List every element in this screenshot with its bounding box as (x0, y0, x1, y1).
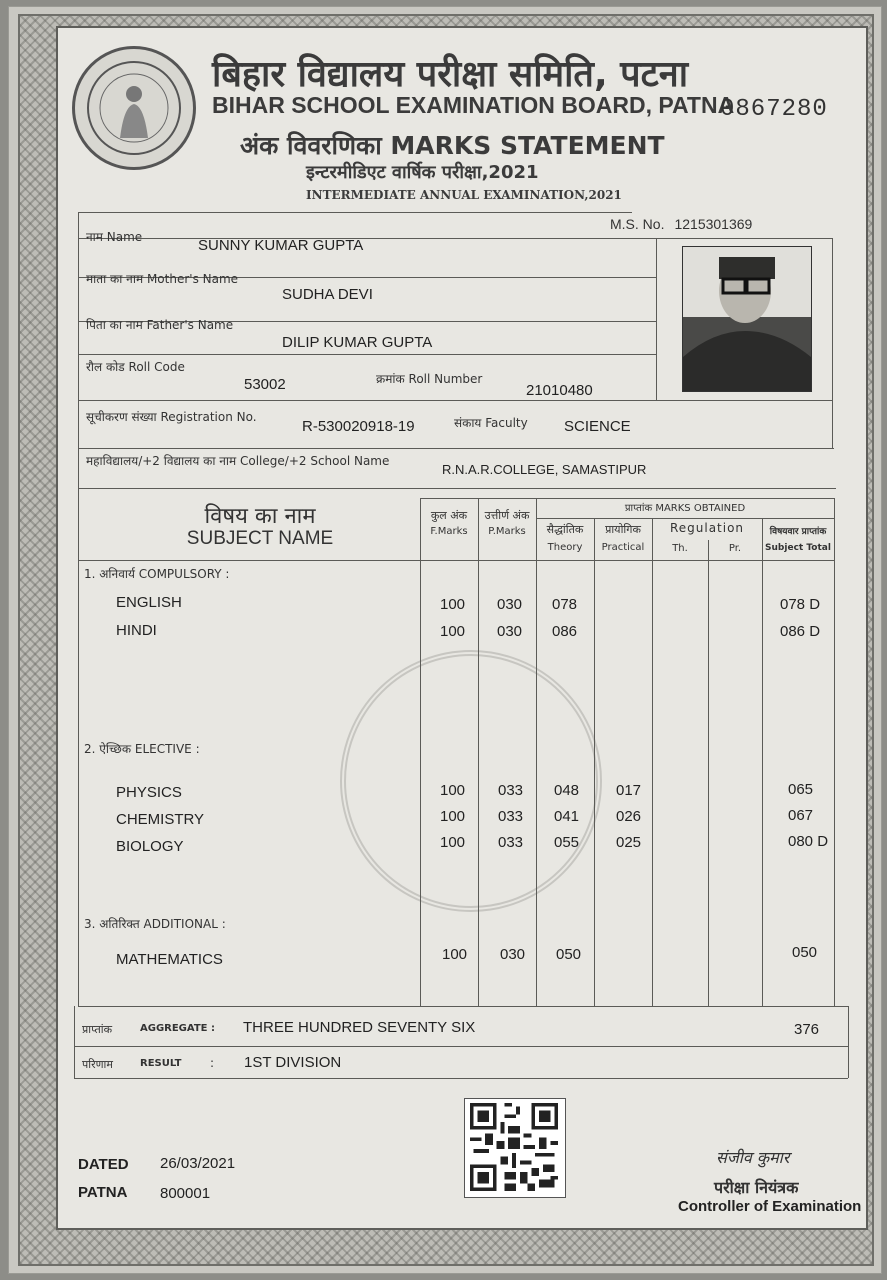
theory-marks: 086 (552, 623, 578, 640)
signatory-title-hindi: परीक्षा नियंत्रक (714, 1178, 799, 1197)
roll-number-label: क्रमांक Roll Number (376, 372, 483, 386)
theory-marks: 041 (554, 808, 580, 825)
father-name: DILIP KUMAR GUPTA (282, 334, 433, 351)
full-marks: 100 (442, 946, 468, 963)
rule (536, 498, 537, 1006)
pmarks-header-hindi: उत्तीर्ण अंक (484, 509, 530, 522)
rule (74, 1006, 75, 1078)
board-name-english: BIHAR SCHOOL EXAMINATION BOARD, PATNA (212, 92, 735, 118)
full-marks: 100 (440, 596, 466, 613)
full-marks: 100 (440, 808, 466, 825)
regulation-theory-header: Th. (672, 543, 688, 554)
subject-name: HINDI (116, 622, 157, 639)
pass-marks: 030 (500, 946, 526, 963)
rule (78, 400, 832, 401)
rule (78, 488, 836, 489)
roll-number: 21010480 (526, 382, 593, 399)
dated-label: DATED (78, 1156, 129, 1173)
subject-total: 080 D (788, 833, 829, 850)
theory-header-hindi: सैद्धांतिक (546, 523, 584, 536)
rule (834, 498, 835, 1006)
practical-marks: 025 (616, 834, 642, 851)
subject-total: 078 D (780, 596, 821, 613)
subject-total: 065 (788, 781, 814, 798)
rule (478, 498, 479, 1006)
result-colon: : (210, 1056, 215, 1070)
rule (848, 1006, 849, 1078)
subject-total: 067 (788, 807, 814, 824)
practical-marks: 017 (616, 782, 642, 799)
theory-marks: 048 (554, 782, 580, 799)
name-label: नाम Name (86, 230, 143, 244)
result-label-hindi: परिणाम (82, 1058, 113, 1071)
father-name-label: पिता का नाम Father's Name (86, 318, 234, 332)
mother-name: SUDHA DEVI (282, 286, 373, 303)
pass-marks: 033 (498, 808, 524, 825)
marks-obtained-header: प्राप्तांक MARKS OBTAINED (624, 503, 746, 514)
section-additional-title: 3. अतिरिक्त ADDITIONAL : (84, 917, 226, 931)
registration-number: R-530020918-19 (302, 418, 415, 435)
result-label: RESULT (140, 1058, 182, 1069)
full-marks: 100 (440, 834, 466, 851)
exam-name-hindi: इन्टरमीडिएट वार्षिक परीक्षा,2021 (306, 162, 539, 183)
roll-code-label: रौल कोड Roll Code (86, 360, 185, 374)
place-label: PATNA (78, 1184, 128, 1201)
rule (762, 518, 763, 1006)
board-seal-emblem (72, 46, 196, 170)
fmarks-header: F.Marks (430, 526, 468, 537)
theory-header: Theory (547, 542, 583, 553)
rule (78, 212, 79, 1006)
rule (652, 518, 653, 1006)
section-elective-title: 2. ऐच्छिक ELECTIVE : (84, 742, 200, 756)
pass-marks: 033 (498, 782, 524, 799)
aggregate-label-hindi: प्राप्तांक (82, 1023, 113, 1036)
subject-name: ENGLISH (116, 594, 182, 611)
rule (78, 212, 632, 213)
serial-number: 0867280 (720, 96, 828, 123)
faculty: SCIENCE (564, 418, 631, 435)
fmarks-header-hindi: कुल अंक (430, 509, 468, 522)
college-name: R.N.A.R.COLLEGE, SAMASTIPUR (442, 462, 647, 477)
pass-marks: 030 (497, 596, 523, 613)
controller-signature: संजीव कुमार (716, 1148, 790, 1167)
rule (78, 354, 656, 355)
practical-header: Practical (601, 542, 645, 553)
rule (74, 1046, 848, 1047)
signatory-title: Controller of Examination (678, 1198, 862, 1215)
pass-marks: 033 (498, 834, 524, 851)
board-name-hindi: बिहार विद्यालय परीक्षा समिति, पटना (212, 54, 689, 95)
regulation-practical-header: Pr. (728, 543, 742, 554)
roll-code: 53002 (244, 376, 286, 393)
theory-marks: 055 (554, 834, 580, 851)
rule (78, 1006, 848, 1007)
rule (78, 238, 832, 239)
subject-name: MATHEMATICS (116, 951, 223, 968)
rule (78, 560, 834, 561)
regulation-header: Regulation (669, 521, 745, 535)
subject-header-hindi: विषय का नाम (204, 504, 316, 529)
rule (594, 518, 595, 1006)
registration-label: सूचीकरण संख्या Registration No. (86, 410, 257, 424)
student-name: SUNNY KUMAR GUPTA (198, 237, 364, 254)
full-marks: 100 (440, 782, 466, 799)
rule (708, 540, 709, 1006)
faculty-label: संकाय Faculty (454, 416, 528, 430)
subject-name: CHEMISTRY (116, 811, 205, 828)
subject-total-header-hindi: विषयवार प्राप्तांक (769, 527, 827, 537)
pass-marks: 030 (497, 623, 523, 640)
rule (656, 238, 657, 400)
practical-marks: 026 (616, 808, 642, 825)
full-marks: 100 (440, 623, 466, 640)
student-photo (682, 246, 812, 392)
subject-name: BIOLOGY (116, 838, 184, 855)
aggregate-in-words: THREE HUNDRED SEVENTY SIX (243, 1019, 476, 1036)
aggregate-label: AGGREGATE : (140, 1023, 215, 1034)
place-pincode: 800001 (160, 1185, 211, 1202)
ms-number (610, 216, 752, 232)
rule (536, 518, 834, 519)
verification-qr-code (464, 1098, 566, 1198)
theory-marks: 050 (556, 946, 582, 963)
pmarks-header: P.Marks (488, 526, 526, 537)
rule (420, 498, 421, 1006)
ms-number-label: M.S. No. (610, 216, 665, 232)
section-compulsory-title: 1. अनिवार्य COMPULSORY : (84, 567, 230, 581)
subject-name: PHYSICS (116, 784, 182, 801)
statement-title: अंक विवरणिका MARKS STATEMENT (240, 131, 665, 160)
issue-date: 26/03/2021 (160, 1155, 236, 1172)
exam-name-english: INTERMEDIATE ANNUAL EXAMINATION,2021 (306, 188, 622, 202)
result-division: 1ST DIVISION (244, 1054, 342, 1071)
rule (832, 238, 833, 448)
subject-total: 086 D (780, 623, 821, 640)
theory-marks: 078 (552, 596, 578, 613)
watermark-seal (340, 650, 602, 912)
subject-header-english: SUBJECT NAME (186, 528, 334, 549)
college-label: महाविद्यालय/+2 विद्यालय का नाम College/+2 School Name (86, 454, 390, 468)
ms-number-value: 1215301369 (674, 216, 753, 232)
rule (78, 448, 834, 449)
mother-name-label: माता का नाम Mother's Name (86, 272, 239, 286)
rule (74, 1078, 848, 1079)
subject-total-header: Subject Total (765, 543, 831, 553)
subject-total: 050 (792, 944, 818, 961)
practical-header-hindi: प्रायोगिक (605, 523, 641, 536)
aggregate-total: 376 (794, 1021, 820, 1038)
rule (420, 498, 834, 499)
